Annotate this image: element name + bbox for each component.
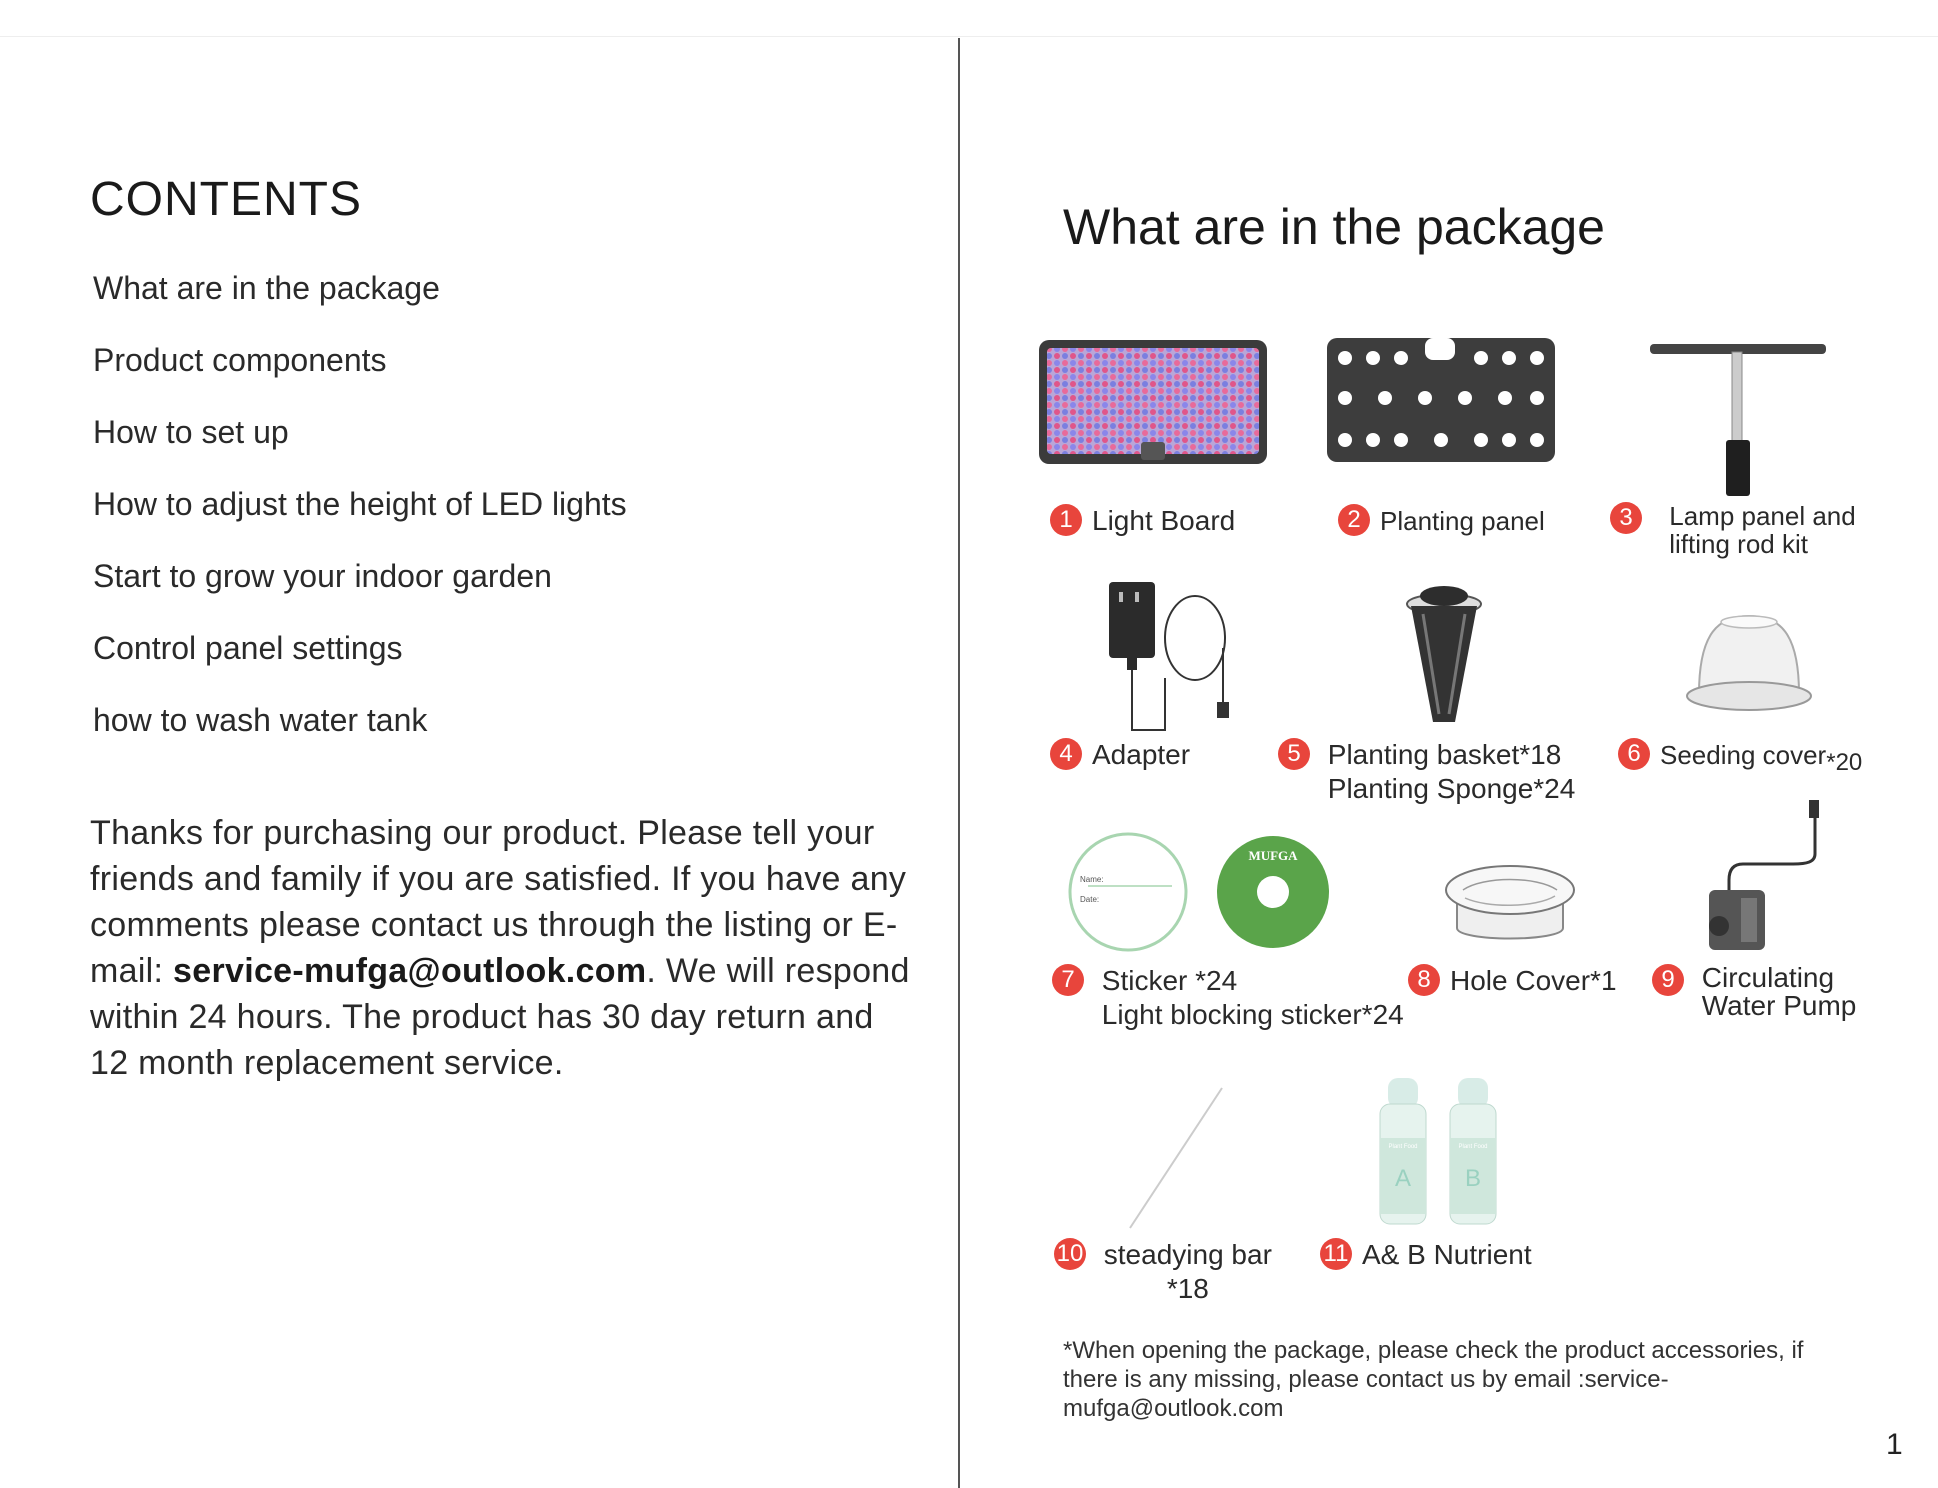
item-number-badge: 10 [1054,1238,1086,1270]
item-hole-cover [1408,964,1617,998]
bottle-a-caption: Plant Food [1388,1144,1418,1150]
toc-item: How to set up [93,414,289,450]
item-lamp-rod [1610,502,1856,558]
hole-cover-image [1443,862,1577,950]
item-number-badge: 5 [1278,738,1310,770]
page-divider [958,38,960,1488]
lamp-rod-image [1648,342,1828,498]
item-label-line2: Water Pump [1701,990,1857,1021]
item-steadying-bar [1054,1238,1272,1306]
bottle-b-letter: B [1464,1165,1482,1192]
item-label: A& B Nutrient [1362,1239,1532,1270]
item-number-badge: 11 [1320,1238,1352,1270]
bottle-b-caption: Plant Food [1458,1144,1488,1150]
item-number-badge: 2 [1338,504,1370,536]
steadying-bar-image [1128,1086,1224,1230]
item-label-line2: *18 [1166,1273,1209,1304]
contents-title: CONTENTS [90,173,362,226]
sticker-image [1068,832,1332,952]
toc-item: how to wash water tank [93,702,428,738]
package-footnote: *When opening the package, please check the product accessories, if there is any missing, please contact us by email :service-mufga@outlook.com [1063,1337,1804,1422]
item-number-badge: 3 [1610,502,1642,534]
item-label: Planting basket*18 [1327,739,1562,770]
item-planting-basket [1278,738,1575,806]
toc-item: How to adjust the height of LED lights [93,486,627,522]
item-label: Adapter [1092,739,1191,770]
package-title: What are in the package [1063,199,1605,255]
item-number-badge: 1 [1050,504,1082,536]
item-label: steadying bar [1103,1239,1272,1270]
item-label: Sticker *24 [1101,965,1238,996]
thanks-text: Thanks for purchasing our product. Please tell your friends and family if you are satisfied. If you have any comments please contact us through the listing or E-mail: [90,814,907,990]
item-planting-panel [1338,504,1545,538]
item-label-line2: Light blocking sticker*24 [1101,999,1404,1030]
thanks-paragraph [90,810,920,1086]
planting-panel-image [1325,336,1557,466]
sticker-brand-text: MUFGA [1248,848,1298,863]
item-nutrient [1320,1238,1532,1272]
item-adapter [1050,738,1190,772]
adapter-image [1105,578,1235,738]
item-light-board [1050,504,1235,538]
bottle-a-letter: A [1394,1165,1412,1192]
item-number-badge: 8 [1408,964,1440,996]
item-label: Seeding cover [1660,740,1827,770]
item-number-badge: 9 [1652,964,1684,996]
toc-item: Product components [93,342,387,378]
item-quantity: *20 [1826,749,1863,776]
toc-item: Start to grow your indoor garden [93,558,552,594]
planting-basket-image [1405,582,1483,730]
toc-item: Control panel settings [93,630,403,666]
sticker-name-label: Name: [1080,875,1104,884]
top-edge-line [0,36,1938,37]
item-number-badge: 6 [1618,738,1650,770]
item-label: Circulating [1701,962,1835,993]
item-label: Planting panel [1380,506,1545,536]
seeding-cover-image [1685,612,1813,716]
item-label-line2: Planting Sponge*24 [1327,773,1576,804]
item-label: Light Board [1092,505,1236,536]
toc-item: What are in the package [93,270,440,306]
item-water-pump [1652,964,1856,1020]
sticker-date-label: Date: [1080,895,1100,904]
item-label: Lamp panel and [1669,501,1856,531]
page-number: 1 [1886,1428,1903,1461]
light-board-image [1037,338,1269,468]
water-pump-image [1703,800,1819,960]
table-of-contents [93,266,627,770]
item-label: Hole Cover*1 [1450,965,1617,996]
item-sticker [1052,964,1404,1032]
item-seeding-cover [1618,738,1862,780]
item-label-line2: lifting rod kit [1669,529,1808,559]
nutrient-bottles-image [1376,1076,1502,1228]
thanks-text-end: . We will respond within 24 hours. The product has 30 day return and 12 month replacement service. [90,952,910,1082]
item-number-badge: 4 [1050,738,1082,770]
item-number-badge: 7 [1052,964,1084,996]
contact-email: service-mufga@outlook.com [173,952,647,990]
